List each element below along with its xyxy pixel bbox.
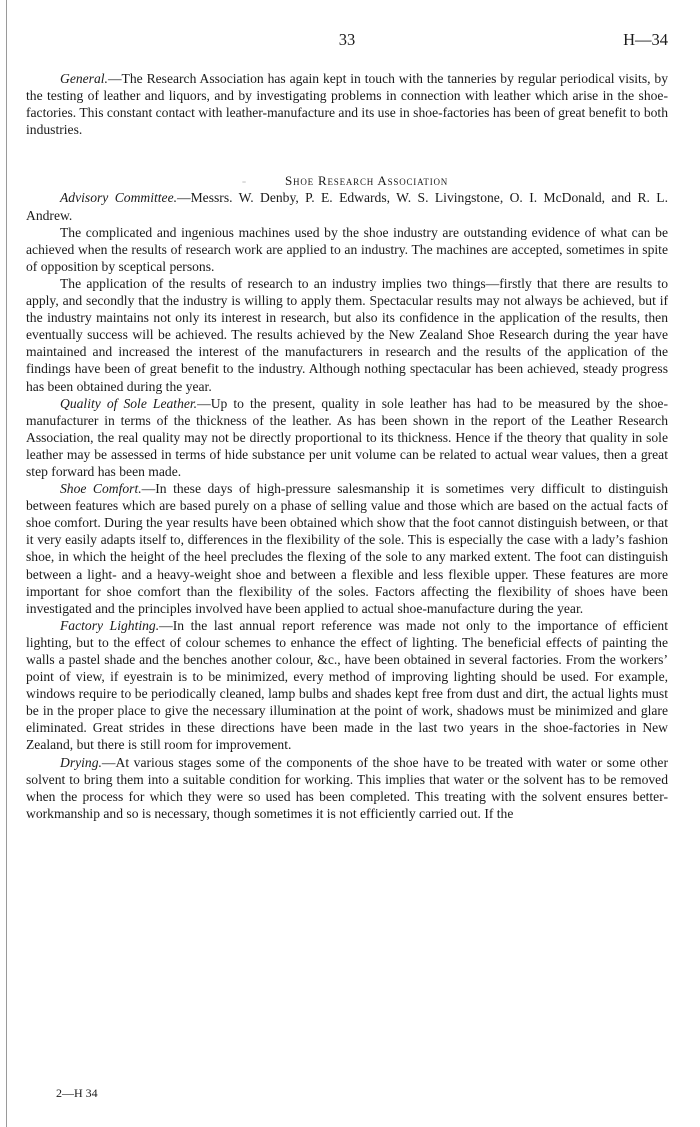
paragraph-drying — [26, 754, 668, 822]
paragraph-factory-lighting — [26, 617, 668, 754]
paragraph-advisory-committee — [26, 189, 668, 223]
run-in-heading-comfort: Shoe Comfort. — [60, 481, 142, 497]
section-heading-text: Shoe Research Association — [285, 173, 449, 189]
paragraph-advisory-text: —Messrs. W. Denby, P. E. Edwards, W. S. Livingstone, O. I. McDonald, and R. L. Andrew. — [26, 190, 668, 223]
run-in-heading-advisory: Advisory Committee. — [60, 190, 177, 206]
document-reference: H—34 — [623, 30, 668, 49]
paragraph-drying-text: —At various stages some of the components of the shoe have to be treated with water or some other solvent to bring them into a suitable condition for working. This implies that water or the solvent has to be removed when the process for which they were so used has been completed. This treating with the solvent ensures better-workmanship and so is necessary, though sometimes it is not efficiently carried out. If the — [26, 754, 668, 821]
paragraph-lighting-text: —In the last annual report reference was made not only to the importance of efficient lighting, but to the effect of colour schemes to enhance the effect of lighting. The beneficial effects of painting the walls a pastel shade and the benches another colour, &c., have been obtained in several factories. From the workers’ point of view, if eyestrain is to be minimized, every method of improving lighting should be used. For example, windows require to be periodically cleaned, lamp bulbs and shades kept free from dust and dirt, the actual lights must be in the proper place to give the necessary illumination at the point of work, shadows must be minimized and glare eliminated. Great strides in these directions have been made in the last two years in the shoe-factories in New Zealand, but there is still room for improvement. — [26, 617, 668, 753]
paragraph-general — [26, 70, 668, 138]
paragraph-application: The application of the results of research to an industry implies two things—firstly that there are results to apply, and secondly that the industry is willing to apply them. Spectacular results may not always be achieved, but if the industry maintains not only its interest in research, but also its confidence in the application of the results, then eventually success will be achieved. The results achieved by the New Zealand Shoe Research during the year have maintained and increased the interest of the manufacturers in research and the results of the application of the findings have been of great benefit to the industry. Although nothing spectacular has been achieved, steady progress has been obtained during the year. — [26, 275, 668, 394]
margin-rule — [6, 0, 7, 1127]
section-heading-shoe-research — [26, 172, 668, 189]
section-gap — [26, 138, 668, 172]
run-in-heading-quality: Quality of Sole Leather. — [60, 395, 198, 411]
paragraph-quality-text: —Up to the present, quality in sole leather has had to be measured by the shoe-manufacturer in terms of the thickness of the leather. As has been shown in the report of the Leather Research Association, the real quality may not be directly proportional to its thickness. Hence if the theory that quality in sole leather may be assessed in terms of hide substance per unit volume can be related to actual wear values, then a great step forward has been made. — [26, 395, 668, 479]
run-in-heading-lighting: Factory Lighting. — [60, 617, 160, 633]
run-in-heading-general: General. — [60, 71, 108, 86]
page-header — [26, 30, 668, 52]
page-signature: 2—H 34 — [56, 1086, 98, 1100]
paragraph-comfort-text: —In these days of high-pressure salesmanship it is sometimes very difficult to distinguish between features which are based purely on a phase of selling value and those which are based on the actual facts of shoe comfort. During the year results have been obtained which show that the foot cannot distinguish between, or that it very easily adapts itself to, differences in the flexibility of the sole. This is especially the case with a lady’s fashion shoe, in which the height of the heel precludes the flexing of the sole to any marked extent. The foot can distinguish between a light- and a heavy-weight shoe and between a flexible and less flexible upper. These features are more important for shoe comfort than the flexibility of the soles. Factors affecting the flexibility of shoes have been investigated and the principles involved have been applied to actual shoe-manufacture during the year. — [26, 481, 668, 616]
paragraph-shoe-comfort — [26, 480, 668, 617]
paragraph-general-text: —The Research Association has again kept in touch with the tanneries by regular periodical visits, by the testing of leather and liquors, and by investigating problems in connection with leather which arise in the shoe-factories. This constant contact with leather-manufacture and its use in shoe-factories has been of great benefit to both industries. — [26, 71, 668, 138]
page-number: 33 — [338, 30, 356, 49]
page-body — [26, 70, 668, 822]
run-in-heading-drying: Drying. — [60, 754, 102, 770]
paragraph-sole-leather — [26, 395, 668, 480]
heading-dash-mark: - — [241, 173, 248, 189]
paragraph-machines: The complicated and ingenious machines used by the shoe industry are outstanding evidence of what can be achieved when the results of research work are applied to an industry. The machines are accepted, sometimes in spite of opposition by sceptical persons. — [26, 224, 668, 274]
